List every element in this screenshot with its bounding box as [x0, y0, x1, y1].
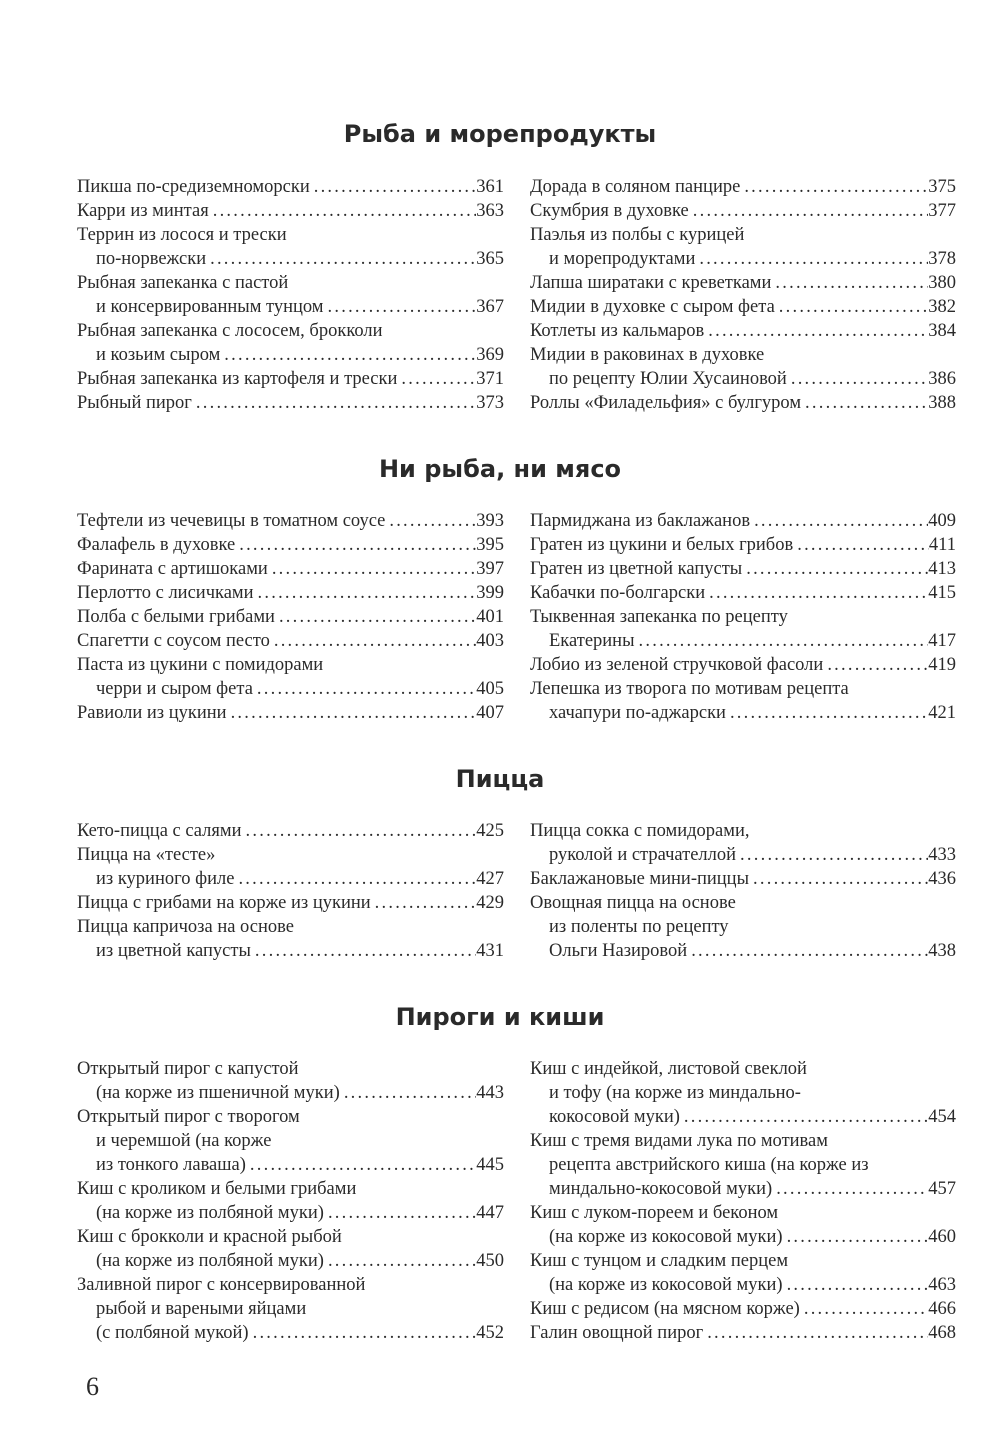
- toc-entry[interactable]: [530, 533, 956, 557]
- dot-leader: [703, 1321, 928, 1345]
- dot-leader: [235, 533, 476, 557]
- toc-entry[interactable]: [77, 367, 504, 391]
- toc-column-left: [77, 1057, 504, 1345]
- entry-title-line: хачапури по-аджарски: [549, 703, 726, 723]
- entry-title-line: Перлотто с лисичками: [77, 583, 254, 603]
- toc-entry[interactable]: [530, 891, 956, 963]
- dot-leader: [635, 629, 929, 653]
- entry-title-line: Карри из минтая: [77, 201, 209, 221]
- toc-entry[interactable]: [77, 701, 504, 725]
- toc-entry[interactable]: [77, 509, 504, 533]
- dot-leader: [783, 1225, 929, 1249]
- entry-title-line: из цветной капусты: [96, 941, 251, 961]
- dot-leader: [234, 867, 476, 891]
- entry-page-number: 463: [928, 1275, 956, 1295]
- dot-leader: [270, 629, 476, 653]
- entry-title-line: Пицца сокка с помидорами,: [530, 821, 750, 841]
- entry-title-line: Баклажановые мини-пиццы: [530, 869, 750, 889]
- toc-entry[interactable]: [530, 867, 956, 891]
- entry-title-line: рецепта австрийского киша (на корже из: [549, 1155, 869, 1175]
- entry-title-line: из тонкого лаваша): [96, 1155, 246, 1175]
- entry-page-number: 457: [928, 1179, 956, 1199]
- toc-entry[interactable]: [530, 1129, 956, 1201]
- entry-title-line: по рецепту Юлии Хусаиновой: [549, 369, 787, 389]
- dot-leader: [775, 295, 928, 319]
- dot-leader: [275, 605, 476, 629]
- entry-title-line: и консервированным тунцом: [96, 297, 324, 317]
- toc-entry[interactable]: [530, 557, 956, 581]
- entry-title-line: Ольги Назировой: [549, 941, 688, 961]
- toc-entry[interactable]: [530, 581, 956, 605]
- entry-page-number: 419: [928, 655, 956, 675]
- dot-leader: [371, 891, 477, 915]
- entry-title-line: Роллы «Филадельфия» с булгуром: [530, 393, 802, 413]
- entry-title-line: Открытый пирог с творогом: [77, 1107, 300, 1127]
- dot-leader: [736, 843, 928, 867]
- toc-entry[interactable]: [530, 295, 956, 319]
- entry-title-line: Заливной пирог с консервированной: [77, 1275, 366, 1295]
- toc-entry[interactable]: [530, 1249, 956, 1297]
- entry-title-line: Лепешка из творога по мотивам рецепта: [530, 679, 849, 699]
- toc-entry[interactable]: [530, 271, 956, 295]
- entry-page-number: 468: [928, 1323, 956, 1343]
- toc-entry[interactable]: [77, 605, 504, 629]
- entry-page-number: 361: [476, 177, 504, 197]
- entry-title-line: Котлеты из кальмаров: [530, 321, 705, 341]
- dot-leader: [310, 175, 477, 199]
- toc-entry[interactable]: [77, 199, 504, 223]
- toc-column-left: [77, 819, 504, 963]
- entry-title-line: Кето-пицца с салями: [77, 821, 242, 841]
- toc-entry[interactable]: [530, 343, 956, 391]
- dot-leader: [742, 557, 928, 581]
- entry-page-number: 411: [928, 535, 956, 555]
- entry-title-line: Гратен из цукини и белых грибов: [530, 535, 794, 555]
- entry-title-line: Мидии в раковинах в духовке: [530, 345, 765, 365]
- entry-title-line: Лобио из зеленой стручковой фасоли: [530, 655, 824, 675]
- entry-page-number: 466: [928, 1299, 956, 1319]
- dot-leader: [206, 247, 476, 271]
- entry-title-line: Открытый пирог с капустой: [77, 1059, 299, 1079]
- dot-leader: [704, 319, 928, 343]
- toc-entry[interactable]: [530, 677, 956, 725]
- toc-entry[interactable]: [530, 199, 956, 223]
- entry-page-number: 450: [476, 1251, 504, 1271]
- dot-leader: [680, 1105, 928, 1129]
- entry-page-number: 407: [476, 703, 504, 723]
- entry-page-number: 399: [476, 583, 504, 603]
- entry-page-number: 438: [928, 941, 956, 961]
- entry-title-line: Скумбрия в духовке: [530, 201, 689, 221]
- entry-page-number: 373: [476, 393, 504, 413]
- entry-title-line: Тефтели из чечевицы в томатном соусе: [77, 511, 386, 531]
- toc-entry[interactable]: [77, 1177, 504, 1225]
- entry-page-number: 425: [476, 821, 504, 841]
- entry-page-number: 403: [476, 631, 504, 651]
- entry-title-line: Фарината с артишоками: [77, 559, 268, 579]
- toc-entry[interactable]: [77, 915, 504, 963]
- toc-column-right: [530, 819, 956, 963]
- dot-leader: [251, 939, 476, 963]
- toc-entry[interactable]: [77, 819, 504, 843]
- entry-page-number: 415: [928, 583, 956, 603]
- dot-leader: [246, 1153, 476, 1177]
- entry-title-line: Рыбная запеканка из картофеля и трески: [77, 369, 398, 389]
- dot-leader: [787, 367, 928, 391]
- entry-title-line: и черемшой (на корже: [96, 1131, 272, 1151]
- entry-title-line: Пармиджана из баклажанов: [530, 511, 751, 531]
- entry-page-number: 405: [476, 679, 504, 699]
- entry-title-line: Киш с тунцом и сладким перцем: [530, 1251, 789, 1271]
- entry-title-line: из куриного филе: [96, 869, 235, 889]
- entry-page-number: 452: [476, 1323, 504, 1343]
- dot-leader: [249, 1321, 477, 1345]
- toc-entry[interactable]: [530, 175, 956, 199]
- dot-leader: [823, 653, 928, 677]
- toc-entry[interactable]: [530, 319, 956, 343]
- toc-entry[interactable]: [530, 509, 956, 533]
- entry-title-line: и тофу (на корже из миндально-: [549, 1083, 801, 1103]
- toc-entry[interactable]: [77, 891, 504, 915]
- entry-title-line: Киш с тремя видами лука по мотивам: [530, 1131, 828, 1151]
- toc-entry[interactable]: [77, 581, 504, 605]
- entry-page-number: 433: [928, 845, 956, 865]
- entry-title-line: (на корже из полбяной муки): [96, 1251, 324, 1271]
- entry-title-line: (на корже из пшеничной муки): [96, 1083, 340, 1103]
- entry-title-line: (на корже из полбяной муки): [96, 1203, 324, 1223]
- toc-column-right: [530, 1057, 956, 1345]
- dot-leader: [209, 199, 477, 223]
- section-heading: Ни рыба, ни мясо: [378, 455, 622, 483]
- section-heading: Пицца: [455, 765, 545, 793]
- entry-title-line: из поленты по рецепту: [549, 917, 729, 937]
- entry-title-line: Полба с белыми грибами: [77, 607, 275, 627]
- entry-page-number: 421: [928, 703, 956, 723]
- entry-page-number: 395: [476, 535, 504, 555]
- entry-title-line: Мидии в духовке с сыром фета: [530, 297, 775, 317]
- dot-leader: [771, 271, 928, 295]
- toc-entry[interactable]: [77, 319, 504, 367]
- entry-page-number: 443: [476, 1083, 504, 1103]
- section-heading: Пироги и киши: [395, 1003, 605, 1031]
- entry-page-number: 445: [476, 1155, 504, 1175]
- entry-title-line: по-норвежски: [96, 249, 207, 269]
- entry-page-number: 369: [476, 345, 504, 365]
- toc-entry[interactable]: [530, 1201, 956, 1249]
- toc-entry[interactable]: [77, 629, 504, 653]
- dot-leader: [726, 701, 928, 725]
- entry-title-line: руколой и страчателлой: [549, 845, 737, 865]
- toc-entry[interactable]: [77, 533, 504, 557]
- toc-entry[interactable]: [530, 1297, 956, 1321]
- entry-page-number: 363: [476, 201, 504, 221]
- entry-title-line: Дорада в соляном панцире: [530, 177, 741, 197]
- entry-page-number: 386: [928, 369, 956, 389]
- dot-leader: [397, 367, 476, 391]
- entry-title-line: Кабачки по-болгарски: [530, 583, 706, 603]
- dot-leader: [242, 819, 477, 843]
- entry-page-number: 367: [476, 297, 504, 317]
- dot-leader: [268, 557, 476, 581]
- entry-title-line: (на корже из кокосовой муки): [549, 1227, 783, 1247]
- dot-leader: [705, 581, 928, 605]
- entry-title-line: Овощная пицца на основе: [530, 893, 736, 913]
- toc-entry[interactable]: [77, 653, 504, 701]
- entry-page-number: 378: [928, 249, 956, 269]
- entry-page-number: 429: [476, 893, 504, 913]
- entry-title-line: рыбой и вареными яйцами: [96, 1299, 307, 1319]
- entry-title-line: Киш с индейкой, листовой свеклой: [530, 1059, 807, 1079]
- entry-page-number: 380: [928, 273, 956, 293]
- entry-title-line: Рыбная запеканка с лососем, брокколи: [77, 321, 383, 341]
- entry-title-line: Пикша по-средиземноморски: [77, 177, 310, 197]
- entry-title-line: черри и сыром фета: [96, 679, 253, 699]
- dot-leader: [227, 701, 477, 725]
- entry-title-line: Киш с редисом (на мясном корже): [530, 1299, 800, 1319]
- dot-leader: [800, 1297, 928, 1321]
- dot-leader: [254, 581, 477, 605]
- toc-column-right: [530, 509, 956, 725]
- entry-title-line: Гратен из цветной капусты: [530, 559, 743, 579]
- dot-leader: [749, 867, 928, 891]
- toc-entry[interactable]: [77, 1105, 504, 1177]
- entry-title-line: Пицца с грибами на корже из цукини: [77, 893, 371, 913]
- entry-title-line: Террин из лосося и трески: [77, 225, 287, 245]
- toc-entry[interactable]: [530, 605, 956, 653]
- entry-title-line: Рыбная запеканка с пастой: [77, 273, 289, 293]
- toc-entry[interactable]: [77, 223, 504, 271]
- entry-title-line: Тыквенная запеканка по рецепту: [530, 607, 788, 627]
- entry-title-line: и козьим сыром: [96, 345, 221, 365]
- toc-column-right: [530, 175, 956, 415]
- toc-entry[interactable]: [77, 175, 504, 199]
- section-heading: Рыба и морепродукты: [343, 120, 657, 148]
- dot-leader: [220, 343, 476, 367]
- entry-title-line: Фалафель в духовке: [77, 535, 236, 555]
- dot-leader: [772, 1177, 928, 1201]
- entry-title-line: Пицца капричоза на основе: [77, 917, 294, 937]
- dot-leader: [192, 391, 476, 415]
- entry-title-line: кокосовой муки): [549, 1107, 680, 1127]
- entry-page-number: 377: [928, 201, 956, 221]
- entry-title-line: Паэлья из полбы с курицей: [530, 225, 745, 245]
- dot-leader: [385, 509, 476, 533]
- entry-page-number: 382: [928, 297, 956, 317]
- dot-leader: [253, 677, 476, 701]
- dot-leader: [740, 175, 928, 199]
- entry-page-number: 454: [928, 1107, 956, 1127]
- entry-page-number: 397: [476, 559, 504, 579]
- dot-leader: [783, 1273, 929, 1297]
- toc-entry[interactable]: [530, 1057, 956, 1129]
- dot-leader: [689, 199, 928, 223]
- entry-title-line: Пицца на «тесте»: [77, 845, 216, 865]
- entry-title-line: Паста из цукини с помидорами: [77, 655, 324, 675]
- dot-leader: [324, 1249, 476, 1273]
- entry-title-line: (с полбяной мукой): [96, 1323, 249, 1343]
- toc-entry[interactable]: [77, 1057, 504, 1105]
- entry-page-number: 388: [928, 393, 956, 413]
- entry-title-line: миндально-кокосовой муки): [549, 1179, 773, 1199]
- entry-page-number: 409: [928, 511, 956, 531]
- entry-page-number: 460: [928, 1227, 956, 1247]
- dot-leader: [340, 1081, 476, 1105]
- toc-entry[interactable]: [530, 223, 956, 271]
- toc-entry[interactable]: [77, 843, 504, 891]
- entry-title-line: Спагетти с соусом песто: [77, 631, 270, 651]
- entry-title-line: Равиоли из цукини: [77, 703, 227, 723]
- entry-page-number: 365: [476, 249, 504, 269]
- entry-title-line: и морепродуктами: [549, 249, 696, 269]
- entry-title-line: (на корже из кокосовой муки): [549, 1275, 783, 1295]
- dot-leader: [324, 295, 477, 319]
- toc-entry[interactable]: [77, 391, 504, 415]
- toc-entry[interactable]: [77, 557, 504, 581]
- entry-page-number: 431: [476, 941, 504, 961]
- entry-page-number: 447: [476, 1203, 504, 1223]
- dot-leader: [801, 391, 928, 415]
- entry-page-number: 384: [928, 321, 956, 341]
- dot-leader: [324, 1201, 476, 1225]
- toc-column-left: [77, 509, 504, 725]
- entry-page-number: 393: [476, 511, 504, 531]
- dot-leader: [695, 247, 928, 271]
- entry-title-line: Киш с брокколи и красной рыбой: [77, 1227, 342, 1247]
- entry-page-number: 375: [928, 177, 956, 197]
- entry-page-number: 401: [476, 607, 504, 627]
- entry-page-number: 417: [928, 631, 956, 651]
- dot-leader: [793, 533, 929, 557]
- entry-page-number: 436: [928, 869, 956, 889]
- toc-entry[interactable]: [530, 653, 956, 677]
- entry-title-line: Екатерины: [549, 631, 635, 651]
- toc-entry[interactable]: [530, 391, 956, 415]
- entry-title-line: Лапша ширатаки с креветками: [530, 273, 772, 293]
- page-number: 6: [86, 1372, 99, 1401]
- toc-entry[interactable]: [77, 271, 504, 319]
- entry-page-number: 413: [928, 559, 956, 579]
- entry-title-line: Рыбный пирог: [77, 393, 192, 413]
- toc-entry[interactable]: [530, 1321, 956, 1345]
- entry-title-line: Галин овощной пирог: [530, 1323, 704, 1343]
- entry-title-line: Киш с луком-пореем и беконом: [530, 1203, 779, 1223]
- entry-title-line: Киш с кроликом и белыми грибами: [77, 1179, 357, 1199]
- toc-entry[interactable]: [77, 1225, 504, 1273]
- toc-entry[interactable]: [530, 819, 956, 867]
- dot-leader: [750, 509, 928, 533]
- entry-page-number: 427: [476, 869, 504, 889]
- entry-page-number: 371: [476, 369, 504, 389]
- toc-entry[interactable]: [77, 1273, 504, 1345]
- toc-column-left: [77, 175, 504, 415]
- dot-leader: [687, 939, 928, 963]
